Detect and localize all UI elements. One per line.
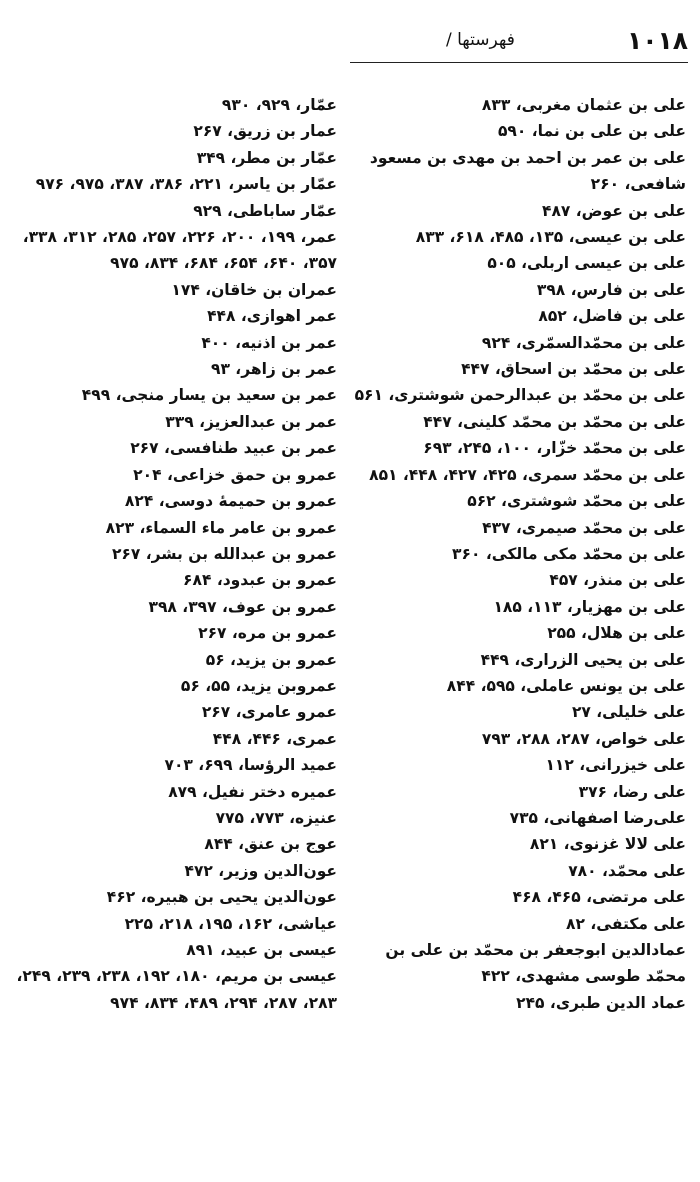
index-entry: علی بن محمّد خزّار، ۱۰۰، ۲۴۵، ۶۹۳ xyxy=(423,439,686,458)
index-column-right xyxy=(354,92,686,1016)
index-entry: عمید الرؤسا، ۶۹۹، ۷۰۳ xyxy=(164,756,337,775)
index-entry: عمری، ۴۴۶، ۴۴۸ xyxy=(212,729,337,748)
index-entry: عمر اهوازی، ۴۴۸ xyxy=(207,307,337,326)
index-entry: عمر بن سعید بن یسار منجی، ۴۹۹ xyxy=(81,386,337,405)
index-entry: علی مرتضی، ۴۶۵، ۴۶۸ xyxy=(512,888,686,907)
index-entry: علی بن عثمان مغربی، ۸۳۳ xyxy=(481,96,686,114)
index-entry: علی بن محمّد شوشتری، ۵۶۲ xyxy=(467,492,686,511)
index-entry: علی بن محمّد بن محمّد کلینی، ۴۴۷ xyxy=(423,412,686,431)
page-header xyxy=(350,22,688,58)
index-entry: عمّار، ۹۲۹، ۹۳۰ xyxy=(221,96,337,114)
index-entry: عمرو بن حمیمهٔ دوسی، ۸۲۴ xyxy=(124,492,337,511)
index-entry: عمر، ۱۹۹، ۲۰۰، ۲۲۶، ۲۵۷، ۲۸۵، ۳۱۲، ۳۳۸، xyxy=(22,228,337,247)
index-entry: علی بن محمّد صیمری، ۴۳۷ xyxy=(482,518,686,537)
index-entry: عمّار ساباطی، ۹۲۹ xyxy=(193,201,337,220)
index-entry: عمر بن اذنیه، ۴۰۰ xyxy=(201,333,337,352)
index-entry: علی محمّد، ۷۸۰ xyxy=(568,861,686,880)
index-entry: علی بن عوض، ۴۸۷ xyxy=(542,201,686,220)
index-entry: علی مکتفی، ۸۲ xyxy=(566,914,686,933)
index-entry: علی بن محمّد سمری، ۴۲۵، ۴۲۷، ۴۴۸، ۸۵۱ xyxy=(369,465,686,484)
index-entry: عمیره دختر نفیل، ۸۷۹ xyxy=(168,782,337,801)
index-entry: علی بن عیسی اربلی، ۵۰۵ xyxy=(487,254,686,273)
index-entry: عمرو بن عبدالله بن بشر، ۲۶۷ xyxy=(111,544,337,563)
index-entry: علی بن علی بن نما، ۵۹۰ xyxy=(497,122,686,141)
index-entry: علی خواص، ۲۸۷، ۲۸۸، ۷۹۳ xyxy=(481,729,686,748)
index-entry: علی بن محمّد مکی مالکی، ۳۶۰ xyxy=(452,544,686,563)
index-column-left xyxy=(18,92,337,1016)
index-entry: عیاشی، ۱۶۲، ۱۹۵، ۲۱۸، ۲۲۵ xyxy=(124,914,337,933)
index-entry: عمادالدین ابوجعفر بن محمّد بن علی بن xyxy=(385,941,686,959)
index-entry: علی بن عیسی، ۱۳۵، ۴۸۵، ۶۱۸، ۸۳۳ xyxy=(415,228,686,247)
index-entry: عون‌الدین یحیی بن هبیره، ۴۶۲ xyxy=(106,888,337,907)
index-entry: علی لالا غزنوی، ۸۲۱ xyxy=(529,835,686,854)
index-columns xyxy=(18,92,686,1016)
index-entry: عمرو بن عوف، ۳۹۷، ۳۹۸ xyxy=(148,597,337,616)
index-entry: محمّد طوسی مشهدی، ۴۲۲ xyxy=(481,967,686,986)
index-entry: علی بن منذر، ۴۵۷ xyxy=(549,571,686,590)
index-entry: عمر بن زاهر، ۹۳ xyxy=(210,360,337,379)
index-entry: عمّار بن مطر، ۳۴۹ xyxy=(196,148,337,167)
index-entry: علی بن عمر بن احمد بن مهدی بن مسعود xyxy=(369,148,686,167)
index-entry: علی خیزرانی، ۱۱۲ xyxy=(545,756,686,775)
index-entry: عماد الدین طبری، ۲۴۵ xyxy=(516,993,686,1012)
index-entry: ۲۸۳، ۲۸۷، ۲۹۴، ۴۸۹، ۸۳۴، ۹۷۴ xyxy=(110,993,337,1012)
index-entry: علی بن مهزیار، ۱۱۳، ۱۸۵ xyxy=(493,597,686,616)
index-entry: عیسی بن مریم، ۱۸۰، ۱۹۲، ۲۳۸، ۲۳۹، ۲۴۹، xyxy=(16,967,337,986)
index-entry: عمروبن یزید، ۵۵، ۵۶ xyxy=(180,676,337,695)
index-entry: علی بن یونس عاملی، ۵۹۵، ۸۴۴ xyxy=(446,676,686,695)
index-entry: علی‌رضا اصفهانی، ۷۳۵ xyxy=(509,808,686,827)
page-number: ۱۰۱۸ xyxy=(626,25,688,55)
index-entry: ۳۵۷، ۶۴۰، ۶۵۴، ۶۸۴، ۸۳۴، ۹۷۵ xyxy=(110,254,337,273)
index-entry: عمر بن عبدالعزیز، ۳۳۹ xyxy=(165,412,337,431)
index-entry: علی رضا، ۳۷۶ xyxy=(578,782,686,801)
index-entry: علی خلیلی، ۲۷ xyxy=(571,703,686,722)
index-entry: عون‌الدین وزیر، ۴۷۲ xyxy=(184,861,337,880)
index-entry: عمرو عامری، ۲۶۷ xyxy=(201,703,337,722)
index-entry: عیسی بن عبید، ۸۹۱ xyxy=(186,941,337,959)
index-entry: عمر بن عبید طنافسی، ۲۶۷ xyxy=(130,439,337,458)
index-entry: علی بن فاضل، ۸۵۲ xyxy=(538,307,686,326)
index-entry: عمرو بن عبدود، ۶۸۴ xyxy=(183,571,337,590)
index-entry: عمرو بن عامر ماء السماء، ۸۲۳ xyxy=(105,518,337,537)
index-entry: عوج بن عنق، ۸۴۴ xyxy=(204,835,337,854)
index-entry: علی بن محمّد بن عبدالرحمن شوشتری، ۵۶۱ xyxy=(354,386,686,405)
index-entry: علی بن هلال، ۲۵۵ xyxy=(547,624,686,643)
index-entry: عنیزه، ۷۷۳، ۷۷۵ xyxy=(215,808,337,827)
index-entry: عمرو بن مره، ۲۶۷ xyxy=(198,624,337,643)
index-entry: شافعی، ۲۶۰ xyxy=(590,175,686,194)
running-head: فهرستها / xyxy=(446,30,515,50)
index-entry: عمران بن خاقان، ۱۷۴ xyxy=(171,280,337,299)
index-entry: علی بن فارس، ۳۹۸ xyxy=(536,280,686,299)
index-entry: علی بن محمّد بن اسحاق، ۴۴۷ xyxy=(461,360,686,379)
index-entry: علی بن محمّدالسمّری، ۹۲۴ xyxy=(481,333,686,352)
index-entry: عمرو بن یزید، ۵۶ xyxy=(205,650,337,669)
index-entry: عمار بن زریق، ۲۶۷ xyxy=(193,122,337,141)
header-rule xyxy=(350,62,688,63)
index-entry: عمرو بن حمق خزاعی، ۲۰۴ xyxy=(133,465,337,484)
index-entry: علی بن یحیی الزراری، ۴۴۹ xyxy=(480,650,686,669)
index-entry: عمّار بن یاسر، ۲۲۱، ۳۸۶، ۳۸۷، ۹۷۵، ۹۷۶ xyxy=(35,175,337,194)
